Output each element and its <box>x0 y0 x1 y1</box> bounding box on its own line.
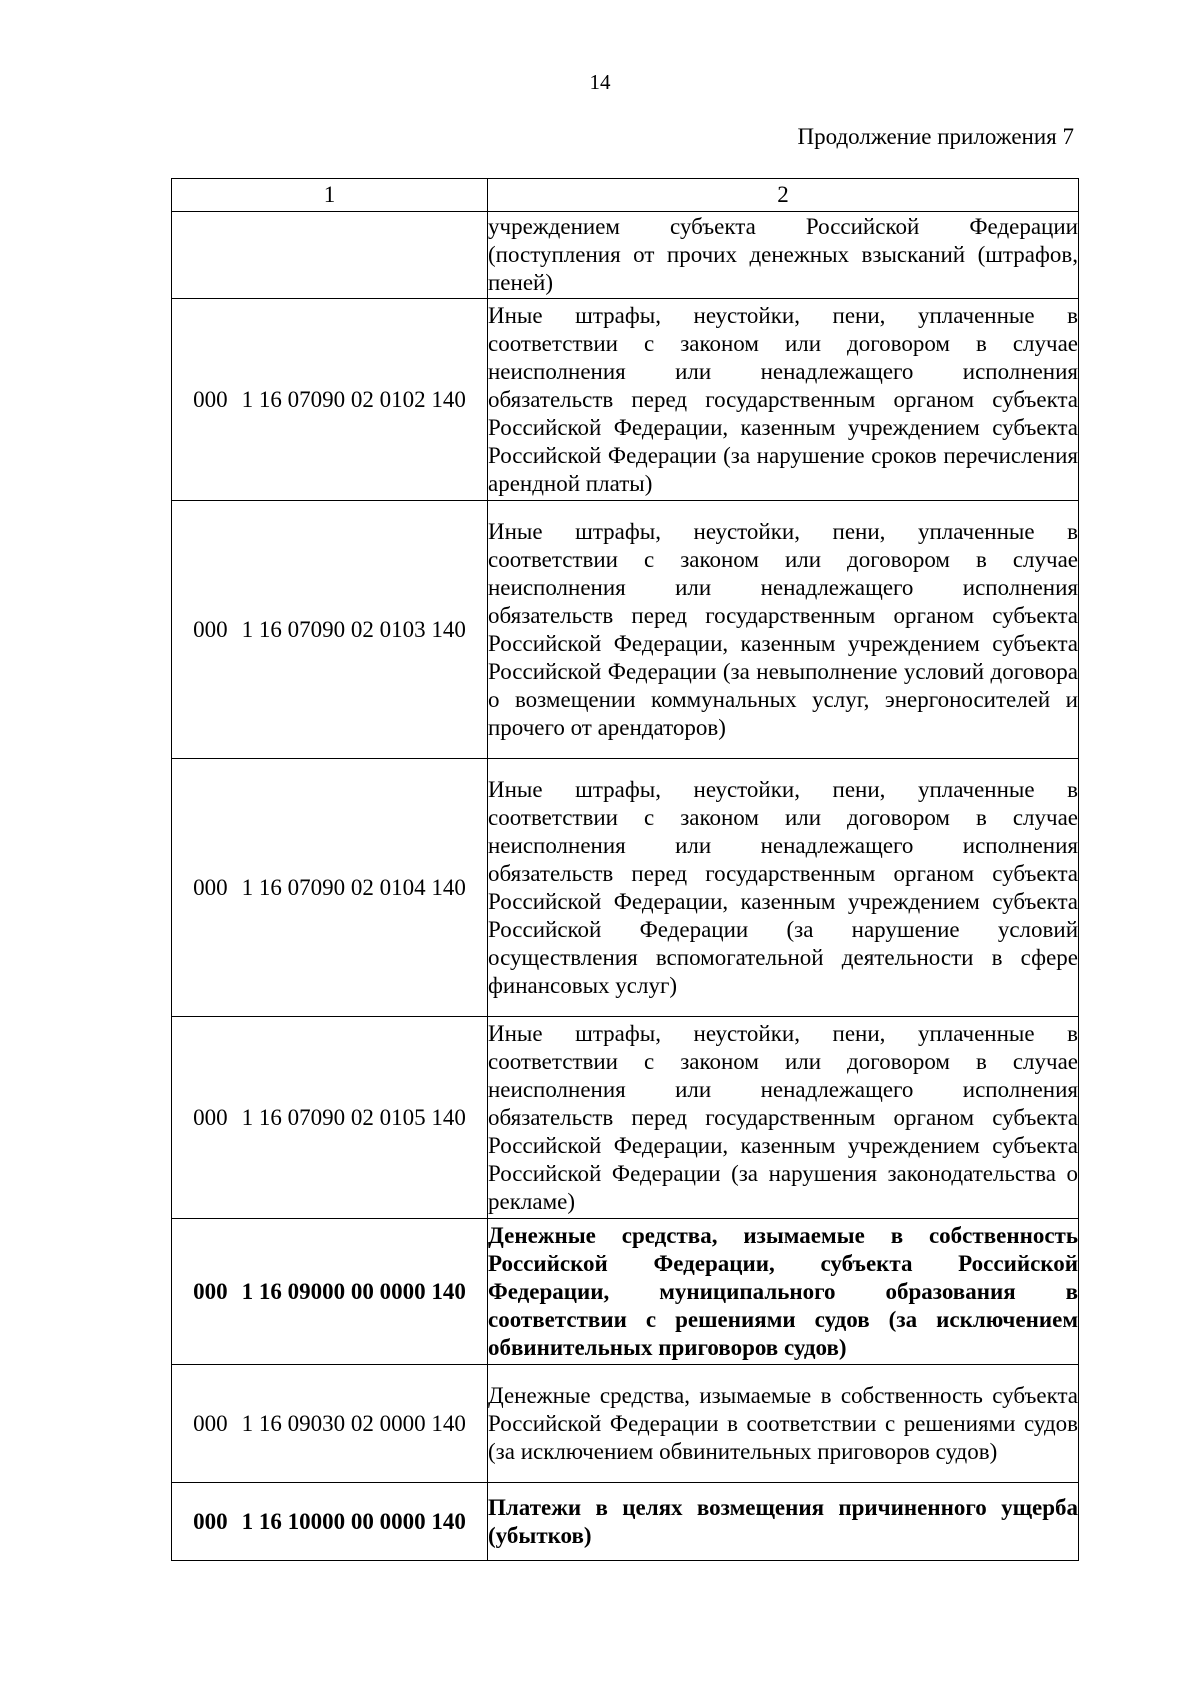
column-header-1: 1 <box>172 179 488 212</box>
code-prefix: 000 <box>193 1410 228 1436</box>
code-prefix: 000 <box>193 874 228 900</box>
code-value: 1 16 09000 00 0000 140 <box>241 1278 466 1304</box>
page-number: 14 <box>589 70 611 94</box>
description-cell: Денежные средства, изымаемые в собственность субъекта Российской Федерации в соответствии с решениями судов (за исключением обвинительных приговоров судов) <box>488 1365 1079 1483</box>
description-cell: Иные штрафы, неустойки, пени, уплаченные в соответствии с законом или договором в случае неисполнения или ненадлежащего исполнения обязательств перед государственным органом субъекта Российской Федерации, казенным учреждением субъекта Российской Федерации (за нарушение сроков перечисления арендной платы) <box>488 299 1079 501</box>
table-row <box>172 501 1079 759</box>
table-row <box>172 1483 1079 1561</box>
continuation-label: Продолжение приложения 7 <box>797 124 1074 149</box>
description-cell: Иные штрафы, неустойки, пени, уплаченные в соответствии с законом или договором в случае неисполнения или ненадлежащего исполнения обязательств перед государственным органом субъекта Российской Федерации, казенным учреждением субъекта Российской Федерации (за нарушение условий осуществления вспомогательной деятельности в сфере финансовых услуг) <box>488 759 1079 1017</box>
code-cell <box>172 1483 488 1561</box>
description-cell: Денежные средства, изымаемые в собственность Российской Федерации, субъекта Российской Федерации, муниципального образования в соответствии с решениями судов (за исключением обвинительных приговоров судов) <box>488 1219 1079 1365</box>
code-cell <box>172 212 488 299</box>
table-row <box>172 212 1079 299</box>
description-cell: Платежи в целях возмещения причиненного ущерба (убытков) <box>488 1483 1079 1561</box>
code-value: 1 16 07090 02 0104 140 <box>241 874 466 900</box>
code-prefix: 000 <box>193 616 228 642</box>
description-cell: Иные штрафы, неустойки, пени, уплаченные в соответствии с законом или договором в случае неисполнения или ненадлежащего исполнения обязательств перед государственным органом субъекта Российской Федерации, казенным учреждением субъекта Российской Федерации (за невыполнение условий договора о возмещении коммунальных услуг, энергоносителей и прочего от арендаторов) <box>488 501 1079 759</box>
description-cell: учреждением субъекта Российской Федерации (поступления от прочих денежных взысканий (штрафов, пеней) <box>488 212 1079 299</box>
description-cell: Иные штрафы, неустойки, пени, уплаченные в соответствии с законом или договором в случае неисполнения или ненадлежащего исполнения обязательств перед государственным органом субъекта Российской Федерации, казенным учреждением субъекта Российской Федерации (за нарушения законодательства о рекламе) <box>488 1017 1079 1219</box>
code-value: 1 16 10000 00 0000 140 <box>241 1508 466 1534</box>
table-header-row <box>172 179 1079 212</box>
table-row <box>172 759 1079 1017</box>
column-header-2: 2 <box>488 179 1079 212</box>
budget-codes-table <box>171 178 1079 1561</box>
code-cell <box>172 1219 488 1365</box>
code-cell <box>172 1365 488 1483</box>
code-cell <box>172 299 488 501</box>
code-cell <box>172 501 488 759</box>
code-cell <box>172 1017 488 1219</box>
code-prefix: 000 <box>193 1278 228 1304</box>
code-value: 1 16 07090 02 0103 140 <box>241 616 466 642</box>
code-cell <box>172 759 488 1017</box>
table-row <box>172 1365 1079 1483</box>
table-row <box>172 1017 1079 1219</box>
code-value: 1 16 07090 02 0102 140 <box>241 386 466 412</box>
table-row <box>172 299 1079 501</box>
code-prefix: 000 <box>193 1508 228 1534</box>
table-row <box>172 1219 1079 1365</box>
code-prefix: 000 <box>193 386 228 412</box>
code-prefix: 000 <box>193 1104 228 1130</box>
code-value: 1 16 09030 02 0000 140 <box>241 1410 466 1436</box>
code-value: 1 16 07090 02 0105 140 <box>241 1104 466 1130</box>
